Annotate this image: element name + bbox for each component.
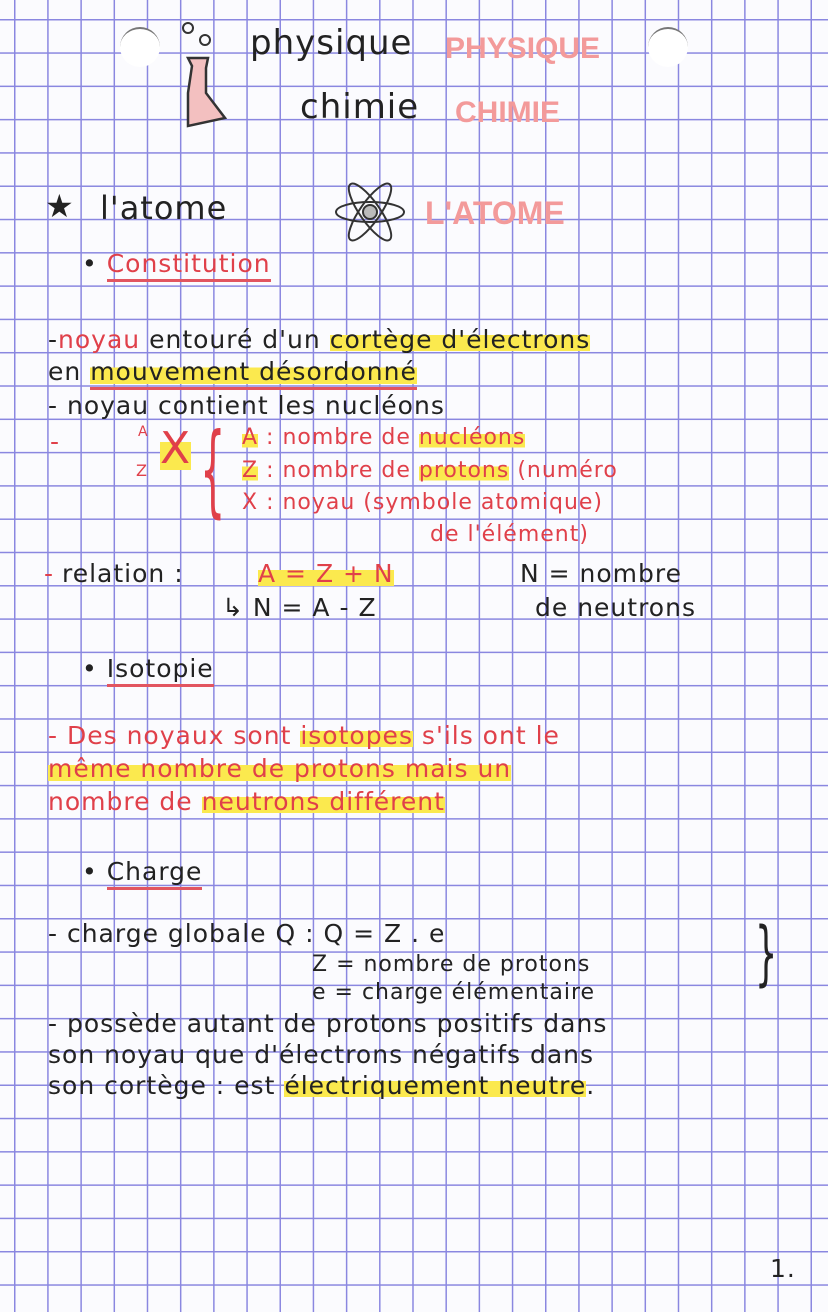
line: - noyau contient les nucléons (48, 391, 445, 420)
brace: { (200, 411, 226, 528)
bullet-charge: • Charge (82, 858, 202, 887)
flask-icon (180, 18, 240, 128)
title-ghost: PHYSIQUE (445, 32, 601, 65)
line: e = charge élémentaire (312, 980, 596, 1005)
heading-constitution: Constitution (107, 249, 271, 282)
star-icon: ★ (45, 187, 75, 225)
line: -noyau entouré d'un cortège d'électrons (48, 325, 591, 354)
heading-charge: Charge (107, 857, 203, 890)
relation-label: relation : (62, 559, 184, 588)
relation-formula: A = Z + N (258, 559, 394, 588)
atom-icon (330, 180, 410, 244)
binder-hole (648, 27, 688, 67)
def-A: A : nombre de nucléons (242, 425, 526, 450)
def-X-cont: de l'élément) (430, 522, 589, 547)
atomic-number: Z (136, 461, 148, 480)
binder-hole (120, 27, 160, 67)
bullet-isotopie: • Isotopie (82, 655, 214, 684)
title-ghost: CHIMIE (455, 96, 560, 129)
relation-formula-2: ↳ N = A - Z (222, 593, 377, 622)
def-Z: Z : nombre de protons (numéro (242, 458, 618, 483)
line: son cortège : est électriquement neutre. (48, 1071, 596, 1100)
line: - Des noyaux sont isotopes s'ils ont le (48, 721, 560, 750)
mass-number: A (138, 424, 149, 440)
neutron-def: N = nombre (520, 559, 683, 588)
page-subtitle: chimie (300, 87, 420, 127)
line: nombre de neutrons différent (48, 787, 445, 816)
dash: - (50, 427, 61, 456)
dash: - (44, 559, 55, 588)
line: - charge globale Q : Q = Z . e (48, 919, 446, 948)
element-symbol: X (160, 423, 192, 474)
page-title: physique (250, 23, 413, 63)
def-X: X : noyau (symbole atomique) (242, 490, 604, 515)
brace-right: } (755, 912, 778, 994)
bullet-constitution: • Constitution (82, 250, 271, 279)
line: Z = nombre de protons (312, 952, 591, 977)
section-ghost: L'ATOME (425, 195, 565, 231)
heading-isotopie: Isotopie (107, 654, 214, 687)
section-title: l'atome (100, 189, 228, 227)
line: son noyau que d'électrons négatifs dans (48, 1040, 595, 1069)
neutron-def: de neutrons (535, 593, 696, 622)
line: en mouvement désordonné (48, 358, 417, 387)
line: même nombre de protons mais un (48, 754, 512, 783)
line: - possède autant de protons positifs dans (48, 1009, 608, 1038)
page-number: 1. (770, 1254, 796, 1283)
